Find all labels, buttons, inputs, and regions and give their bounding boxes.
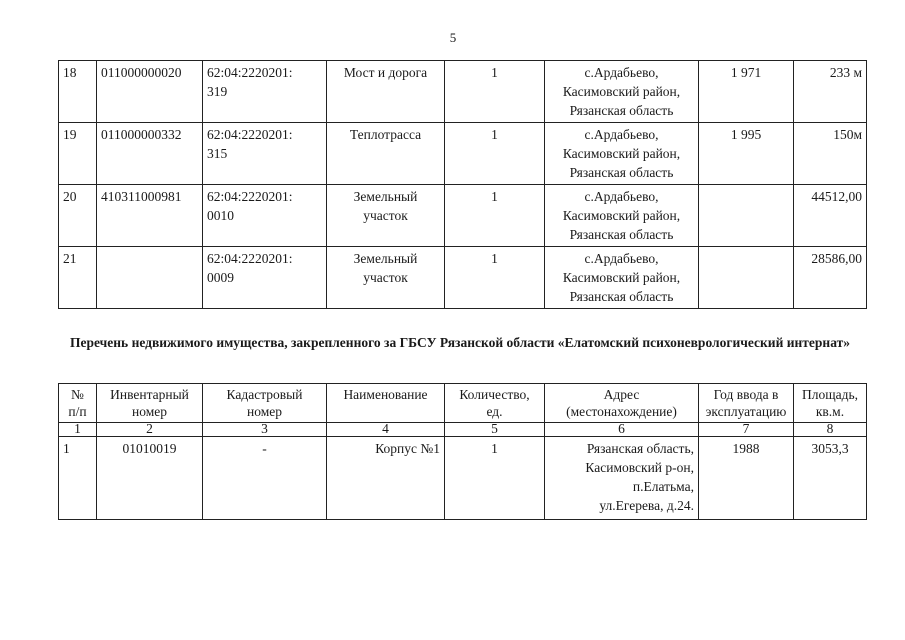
year-cell <box>699 247 794 309</box>
cadastral-number-cell: 62:04:2220201: 0009 <box>203 247 327 309</box>
quantity-cell: 1 <box>445 123 545 185</box>
address-cell: Рязанская область, Касимовский р-он, п.Елатьма, ул.Егерева, д.24. <box>545 437 699 520</box>
cadastral-number-cell: - <box>203 437 327 520</box>
name-cell: Корпус №1 <box>327 437 445 520</box>
column-header: Площадь, кв.м. <box>794 384 867 423</box>
row-number-cell: 19 <box>59 123 97 185</box>
column-number: 3 <box>203 423 327 437</box>
column-number: 6 <box>545 423 699 437</box>
cadastral-number-cell: 62:04:2220201: 315 <box>203 123 327 185</box>
row-number-cell: 21 <box>59 247 97 309</box>
row-number-cell: 1 <box>59 437 97 520</box>
name-cell: Земельный участок <box>327 185 445 247</box>
column-header: № п/п <box>59 384 97 423</box>
inventory-number-cell: 01010019 <box>97 437 203 520</box>
property-table <box>58 383 867 520</box>
cadastral-number-cell: 62:04:2220201: 0010 <box>203 185 327 247</box>
column-number: 2 <box>97 423 203 437</box>
property-table-continued <box>58 60 867 309</box>
table-row <box>59 123 867 185</box>
page-number: 5 <box>449 30 457 45</box>
inventory-number-cell <box>97 247 203 309</box>
name-cell: Земельный участок <box>327 247 445 309</box>
quantity-cell: 1 <box>445 247 545 309</box>
address-cell: с.Ардабьево, Касимовский район, Рязанская область <box>545 247 699 309</box>
table-row <box>59 61 867 123</box>
area-cell: 233 м <box>794 61 867 123</box>
year-cell: 1 995 <box>699 123 794 185</box>
inventory-number-cell: 410311000981 <box>97 185 203 247</box>
address-cell: с.Ардабьево, Касимовский район, Рязанская область <box>545 123 699 185</box>
column-header: Адрес (местонахождение) <box>545 384 699 423</box>
inventory-number-cell: 011000000020 <box>97 61 203 123</box>
area-cell: 3053,3 <box>794 437 867 520</box>
column-number: 8 <box>794 423 867 437</box>
column-number: 7 <box>699 423 794 437</box>
row-number-cell: 18 <box>59 61 97 123</box>
column-number-row <box>59 423 867 437</box>
year-cell <box>699 185 794 247</box>
column-header: Кадастровый номер <box>203 384 327 423</box>
quantity-cell: 1 <box>445 185 545 247</box>
area-cell: 28586,00 <box>794 247 867 309</box>
column-header: Наименование <box>327 384 445 423</box>
year-cell: 1988 <box>699 437 794 520</box>
year-cell: 1 971 <box>699 61 794 123</box>
column-header: Год ввода в эксплуатацию <box>699 384 794 423</box>
section-heading: Перечень недвижимого имущества, закрепленного за ГБСУ Рязанской области «Елатомский психоневрологический интернат» <box>70 335 850 350</box>
quantity-cell: 1 <box>445 437 545 520</box>
column-number: 5 <box>445 423 545 437</box>
area-cell: 44512,00 <box>794 185 867 247</box>
table-row <box>59 185 867 247</box>
name-cell: Теплотрасса <box>327 123 445 185</box>
address-cell: с.Ардабьево, Касимовский район, Рязанская область <box>545 61 699 123</box>
area-cell: 150м <box>794 123 867 185</box>
address-cell: с.Ардабьево, Касимовский район, Рязанская область <box>545 185 699 247</box>
column-header: Инвентарный номер <box>97 384 203 423</box>
table-header-row <box>59 384 867 423</box>
column-number: 4 <box>327 423 445 437</box>
table-row <box>59 437 867 520</box>
inventory-number-cell: 011000000332 <box>97 123 203 185</box>
cadastral-number-cell: 62:04:2220201: 319 <box>203 61 327 123</box>
table-row <box>59 247 867 309</box>
column-header: Количество, ед. <box>445 384 545 423</box>
row-number-cell: 20 <box>59 185 97 247</box>
name-cell: Мост и дорога <box>327 61 445 123</box>
quantity-cell: 1 <box>445 61 545 123</box>
column-number: 1 <box>59 423 97 437</box>
